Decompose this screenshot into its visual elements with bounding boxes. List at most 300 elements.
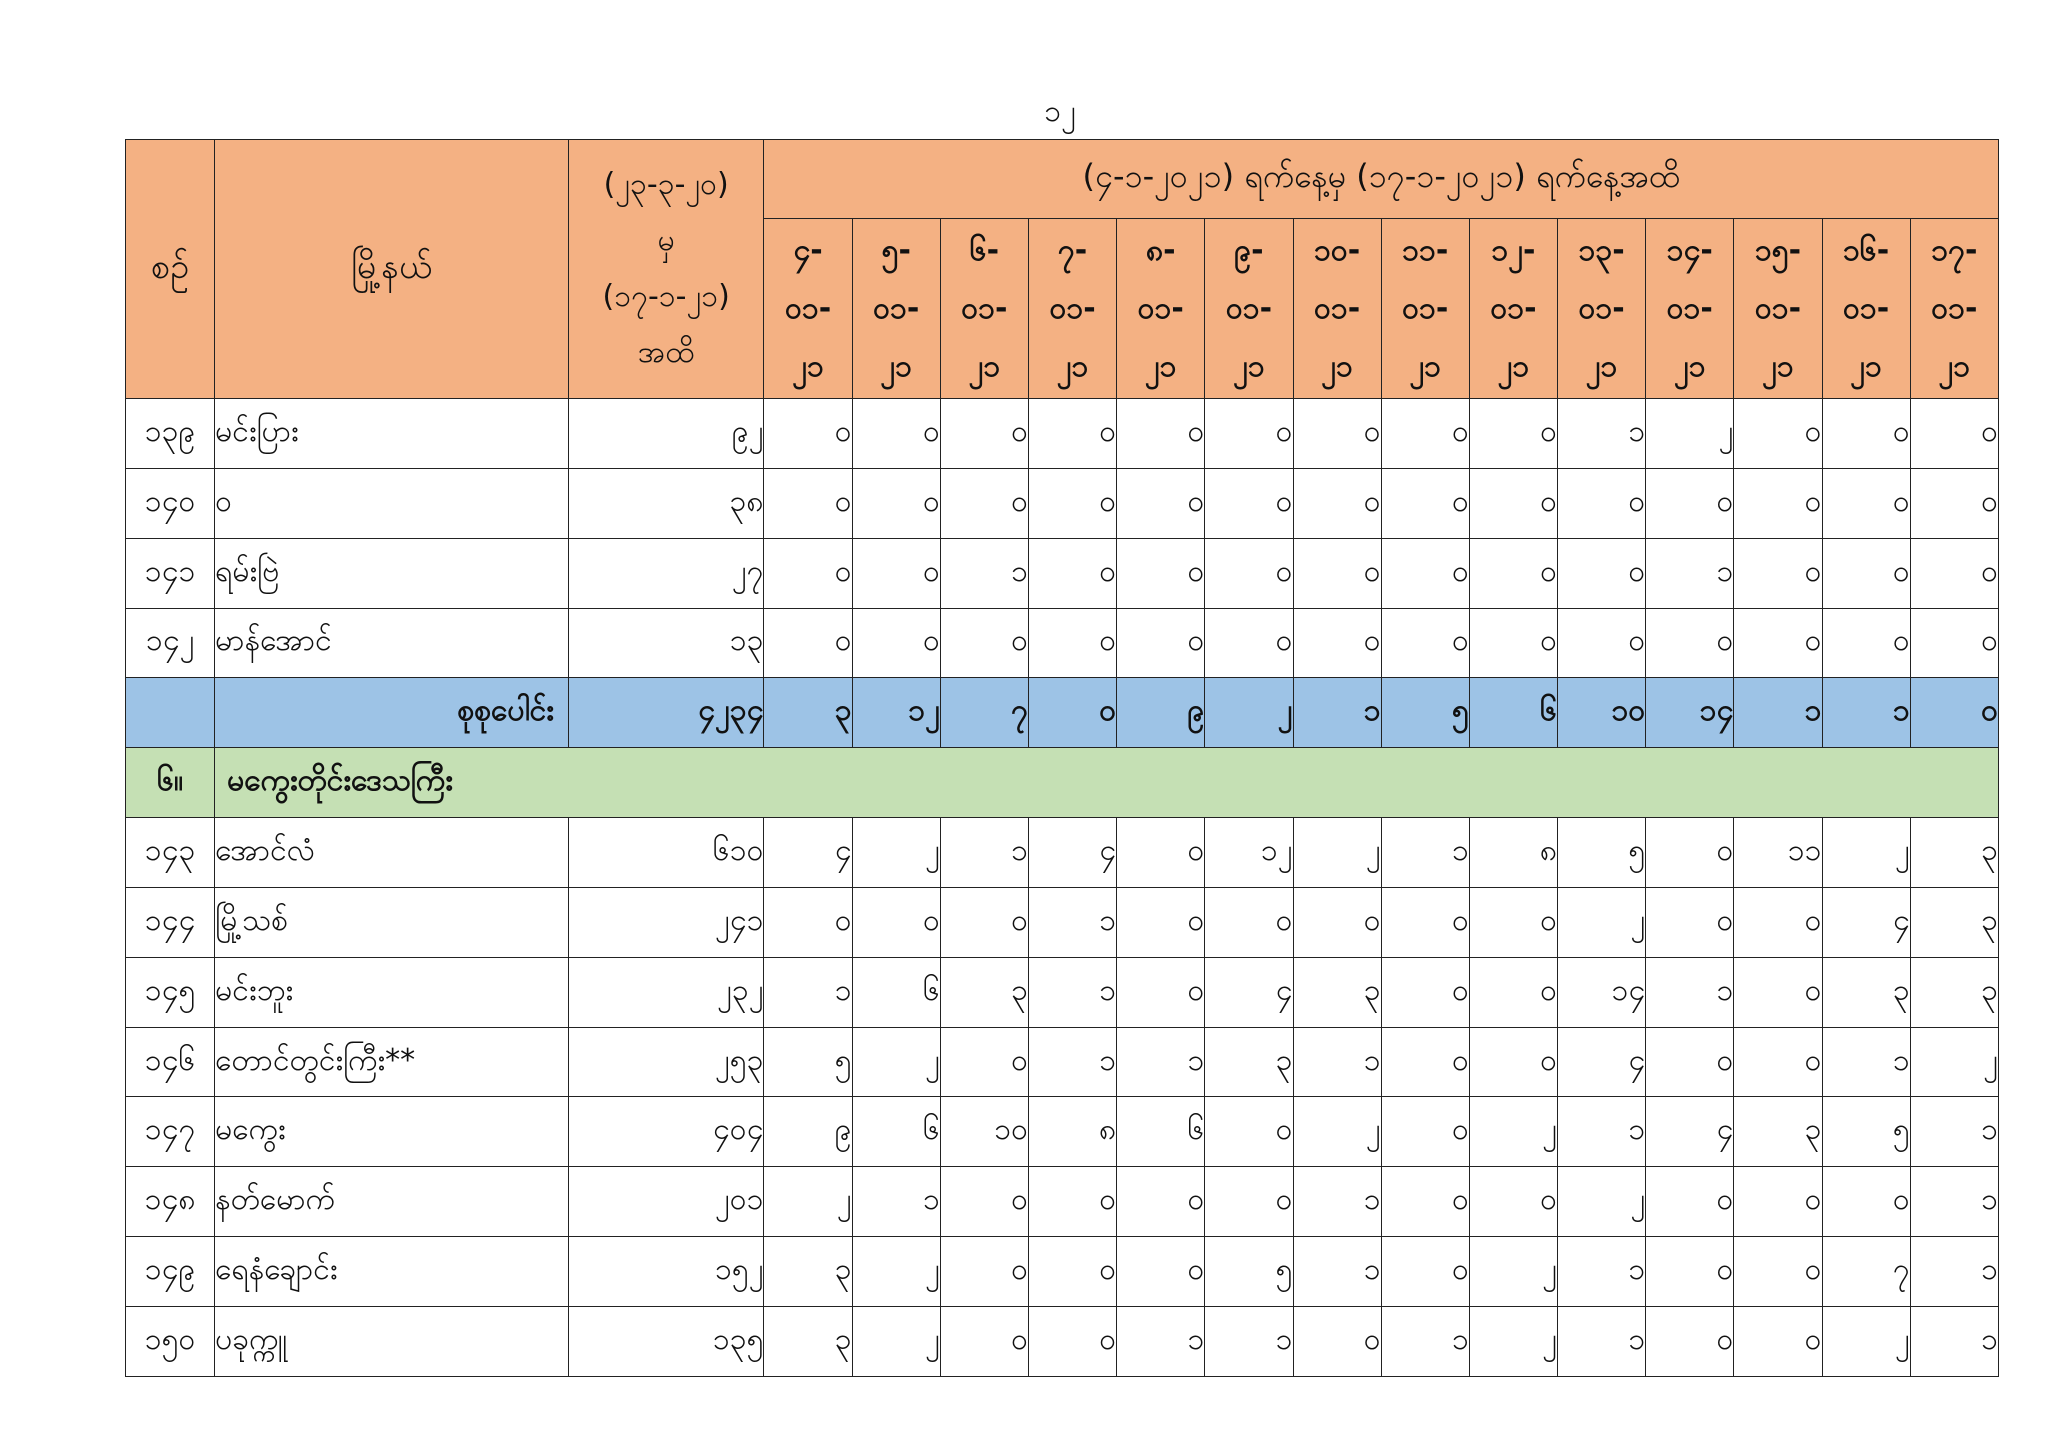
daily-count-cell: ၀ <box>852 399 940 469</box>
township-cell: အောင်လံ <box>215 818 569 888</box>
daily-count-cell: ၀ <box>1734 399 1822 469</box>
daily-count-cell: ၁၀ <box>1558 678 1646 748</box>
daily-count-cell: ၀ <box>1117 468 1205 538</box>
daily-count-cell: ၄ <box>764 818 852 888</box>
seq-cell: ၁၄၄ <box>126 887 215 957</box>
header-date-part: ၈- <box>1145 232 1176 268</box>
header-date-part: ၄- <box>793 232 823 268</box>
daily-count-cell: ၅ <box>1822 1097 1910 1167</box>
table-row <box>126 818 1999 888</box>
daily-count-cell: ၂ <box>1469 1237 1557 1307</box>
page-number: ၁၂ <box>1044 94 1076 129</box>
daily-count-cell: ၀ <box>1028 399 1116 469</box>
daily-count-cell: ၅ <box>1205 1237 1293 1307</box>
township-cell: နတ်မောက် <box>215 1167 569 1237</box>
header-cumulative-line: အထိ <box>637 335 695 370</box>
daily-count-cell: ၀ <box>852 608 940 678</box>
daily-count-cell: ၁ <box>1028 887 1116 957</box>
daily-count-cell: ၁၄ <box>1646 678 1734 748</box>
daily-count-cell: ၀ <box>1205 887 1293 957</box>
header-cumulative-line: မှ <box>657 223 675 258</box>
daily-count-cell: ၀ <box>1293 1306 1381 1376</box>
township-cell: ပခုက္ကူ <box>215 1306 569 1376</box>
daily-count-cell: ၁ <box>1910 1097 1998 1167</box>
daily-count-cell: ၀ <box>940 608 1028 678</box>
daily-count-cell: ၂ <box>1822 818 1910 888</box>
covid-cases-table <box>125 139 1999 1377</box>
township-cell: မြို့သစ် <box>215 887 569 957</box>
seq-cell: ၁၄၇ <box>126 1097 215 1167</box>
daily-count-cell: ၁၄ <box>1558 957 1646 1027</box>
header-date-part: ၀၁- <box>1049 290 1096 326</box>
header-date-part: ၂၁ <box>1497 348 1530 384</box>
header-date <box>764 219 852 399</box>
header-date-part: ၆- <box>969 232 1000 268</box>
header-date-part: ၂၁ <box>1938 348 1971 384</box>
daily-count-cell: ၁ <box>1822 1027 1910 1097</box>
daily-count-cell: ၀ <box>940 399 1028 469</box>
seq-cell: ၁၄၆ <box>126 1027 215 1097</box>
daily-count-cell: ၀ <box>940 887 1028 957</box>
daily-count-cell: ၄ <box>1646 1097 1734 1167</box>
table-row <box>126 1027 1999 1097</box>
daily-count-cell: ၀ <box>1117 399 1205 469</box>
daily-count-cell: ၁ <box>1028 1027 1116 1097</box>
daily-count-cell: ၁ <box>1910 1237 1998 1307</box>
daily-count-cell: ၀ <box>764 399 852 469</box>
cumulative-cell: ၉၂ <box>568 399 764 469</box>
region-name: မကွေးတိုင်းဒေသကြီး <box>215 748 1999 818</box>
cumulative-cell: ၁၅၂ <box>568 1237 764 1307</box>
cumulative-cell: ၂၄၁ <box>568 887 764 957</box>
daily-count-cell: ၆ <box>1117 1097 1205 1167</box>
daily-count-cell: ၀ <box>1117 1167 1205 1237</box>
daily-count-cell: ၀ <box>1381 957 1469 1027</box>
daily-count-cell: ၃ <box>1910 957 1998 1027</box>
daily-count-cell: ၀ <box>1646 887 1734 957</box>
seq-cell: ၁၅၀ <box>126 1306 215 1376</box>
cumulative-cell: ၃၈ <box>568 468 764 538</box>
daily-count-cell: ၂ <box>852 1027 940 1097</box>
daily-count-cell: ၀ <box>940 1306 1028 1376</box>
daily-count-cell: ၁ <box>1293 678 1381 748</box>
daily-count-cell: ၀ <box>1469 1027 1557 1097</box>
daily-count-cell: ၅ <box>1381 678 1469 748</box>
daily-count-cell: ၀ <box>1734 1167 1822 1237</box>
daily-count-cell: ၁ <box>1381 1306 1469 1376</box>
daily-count-cell: ၂ <box>852 1237 940 1307</box>
daily-count-cell: ၁ <box>1558 399 1646 469</box>
header-date-part: ၂၁ <box>880 348 913 384</box>
daily-count-cell: ၁ <box>1028 957 1116 1027</box>
header-date-part: ၁၇- <box>1931 232 1978 268</box>
daily-count-cell: ၂ <box>1205 678 1293 748</box>
daily-count-cell: ၃ <box>764 1306 852 1376</box>
header-date-part: ၀၁- <box>961 290 1008 326</box>
header-date-part: ၀၁- <box>1754 290 1802 326</box>
header-date-part: ၂၁ <box>1233 348 1265 384</box>
daily-count-cell: ၀ <box>1646 1027 1734 1097</box>
daily-count-cell: ၁ <box>1205 1306 1293 1376</box>
header-date-part: ၁၄- <box>1666 232 1713 268</box>
daily-count-cell: ၅ <box>764 1027 852 1097</box>
seq-cell: ၁၄၅ <box>126 957 215 1027</box>
daily-count-cell: ၁ <box>1646 957 1734 1027</box>
daily-count-cell: ၀ <box>1822 399 1910 469</box>
daily-count-cell: ၁ <box>1822 678 1910 748</box>
header-date-part: ၅- <box>881 232 911 268</box>
daily-count-cell: ၀ <box>940 1167 1028 1237</box>
daily-count-cell: ၁ <box>1558 1237 1646 1307</box>
daily-count-cell: ၁ <box>1910 1167 1998 1237</box>
daily-count-cell: ၄ <box>1205 957 1293 1027</box>
cumulative-cell: ၄၀၄ <box>568 1097 764 1167</box>
total-row <box>126 678 1999 748</box>
daily-count-cell: ၀ <box>764 538 852 608</box>
header-date-part: ၀၁- <box>1931 290 1978 326</box>
daily-count-cell: ၀ <box>1381 1167 1469 1237</box>
daily-count-cell: ၄ <box>1558 1027 1646 1097</box>
daily-count-cell: ၂ <box>1558 887 1646 957</box>
header-date <box>940 219 1028 399</box>
daily-count-cell: ၂ <box>1646 399 1734 469</box>
daily-count-cell: ၀ <box>1734 957 1822 1027</box>
daily-count-cell: ၀ <box>1381 887 1469 957</box>
header-date-part: ၁၃- <box>1578 232 1625 268</box>
header-cumulative-line: (၂၃-၃-၂၀) <box>603 167 729 202</box>
header-date <box>1293 219 1381 399</box>
daily-count-cell: ၀ <box>1469 1167 1557 1237</box>
daily-count-cell: ၀ <box>1205 399 1293 469</box>
daily-count-cell: ၂ <box>852 1306 940 1376</box>
header-date-part: ၂၁ <box>1850 348 1882 384</box>
daily-count-cell: ၃ <box>1910 887 1998 957</box>
daily-count-cell: ၀ <box>1293 608 1381 678</box>
cumulative-cell: ၂၅၃ <box>568 1027 764 1097</box>
header-date <box>1822 219 1910 399</box>
table-body <box>126 399 1999 1377</box>
daily-count-cell: ၀ <box>1822 1167 1910 1237</box>
cumulative-cell: ၆၁၀ <box>568 818 764 888</box>
daily-count-cell: ၀ <box>1205 1097 1293 1167</box>
daily-count-cell: ၀ <box>1734 468 1822 538</box>
table-row <box>126 538 1999 608</box>
daily-count-cell: ၀ <box>1469 608 1557 678</box>
daily-count-cell: ၀ <box>1469 957 1557 1027</box>
daily-count-cell: ၀ <box>1734 1027 1822 1097</box>
header-date-part: ၀၁- <box>1578 290 1625 326</box>
daily-count-cell: ၁ <box>764 957 852 1027</box>
table-row <box>126 1167 1999 1237</box>
daily-count-cell: ၀ <box>852 468 940 538</box>
daily-count-cell: ၂ <box>1293 818 1381 888</box>
daily-count-cell: ၀ <box>764 887 852 957</box>
cumulative-cell: ၁၃ <box>568 608 764 678</box>
header-township: မြို့နယ် <box>215 140 569 399</box>
daily-count-cell: ၀ <box>1028 608 1116 678</box>
header-date <box>1646 219 1734 399</box>
daily-count-cell: ၂ <box>1469 1306 1557 1376</box>
daily-count-cell: ၀ <box>1117 1237 1205 1307</box>
daily-count-cell: ၆ <box>852 957 940 1027</box>
header-cumulative-line: (၁၇-၁-၂၁) <box>602 279 730 314</box>
seq-cell: ၁၄၁ <box>126 538 215 608</box>
header-date <box>1205 219 1293 399</box>
daily-count-cell: ၀ <box>1646 608 1734 678</box>
daily-count-cell: ၀ <box>852 887 940 957</box>
daily-count-cell: ၁ <box>1293 1167 1381 1237</box>
daily-count-cell: ၁ <box>1646 538 1734 608</box>
daily-count-cell: ၀ <box>1028 538 1116 608</box>
daily-count-cell: ၀ <box>1381 1237 1469 1307</box>
daily-count-cell: ၀ <box>1205 468 1293 538</box>
header-date-part: ၂၁ <box>1144 348 1177 384</box>
header-date <box>1117 219 1205 399</box>
daily-count-cell: ၃ <box>1910 818 1998 888</box>
daily-count-cell: ၁ <box>1117 1027 1205 1097</box>
daily-count-cell: ၀ <box>1381 468 1469 538</box>
table-row <box>126 1097 1999 1167</box>
daily-count-cell: ၃ <box>1205 1027 1293 1097</box>
township-cell: မင်းဘူး <box>215 957 569 1027</box>
table-row <box>126 608 1999 678</box>
daily-count-cell: ၀ <box>1558 538 1646 608</box>
header-date <box>1028 219 1116 399</box>
daily-count-cell: ၀ <box>1293 399 1381 469</box>
daily-count-cell: ၀ <box>1381 538 1469 608</box>
daily-count-cell: ၀ <box>1117 818 1205 888</box>
seq-cell: ၁၄၃ <box>126 818 215 888</box>
seq-cell <box>126 678 215 748</box>
daily-count-cell: ၀ <box>1910 608 1998 678</box>
daily-count-cell: ၂ <box>764 1167 852 1237</box>
header-date-part: ၁၂- <box>1491 232 1536 268</box>
daily-count-cell: ၀ <box>764 468 852 538</box>
daily-count-cell: ၁၂ <box>852 678 940 748</box>
daily-count-cell: ၀ <box>1469 468 1557 538</box>
daily-count-cell: ၁ <box>1558 1306 1646 1376</box>
daily-count-cell: ၀ <box>852 538 940 608</box>
header-date-part: ၂၁ <box>1409 348 1442 384</box>
header-date-part: ၁၆- <box>1843 232 1890 268</box>
daily-count-cell: ၉ <box>1117 678 1205 748</box>
daily-count-cell: ၀ <box>1117 608 1205 678</box>
daily-count-cell: ၇ <box>1822 1237 1910 1307</box>
header-date-part: ၇- <box>1057 232 1088 268</box>
daily-count-cell: ၀ <box>1469 887 1557 957</box>
daily-count-cell: ၁၁ <box>1734 818 1822 888</box>
daily-count-cell: ၀ <box>1910 538 1998 608</box>
daily-count-cell: ၁ <box>940 818 1028 888</box>
daily-count-cell: ၃ <box>1822 957 1910 1027</box>
daily-count-cell: ၁ <box>1558 1097 1646 1167</box>
daily-count-cell: ၀ <box>1646 818 1734 888</box>
daily-count-cell: ၁ <box>1734 678 1822 748</box>
daily-count-cell: ၀ <box>940 1027 1028 1097</box>
daily-count-cell: ၀ <box>1205 608 1293 678</box>
daily-count-cell: ၁ <box>940 538 1028 608</box>
daily-count-cell: ၀ <box>1117 538 1205 608</box>
daily-count-cell: ၀ <box>1293 887 1381 957</box>
daily-count-cell: ၆ <box>852 1097 940 1167</box>
seq-cell: ၁၄၈ <box>126 1167 215 1237</box>
daily-count-cell: ၀ <box>764 608 852 678</box>
header-date-part: ၀၁- <box>873 290 920 326</box>
region-number: ၆။ <box>126 748 215 818</box>
header-date-range: (၄-၁-၂၀၂၁) ရက်နေ့မှ (၁၇-၁-၂၀၂၁) ရက်နေ့အထိ <box>764 140 1999 219</box>
total-label: စုစုပေါင်း <box>215 678 569 748</box>
cumulative-cell: ၄၂၃၄ <box>568 678 764 748</box>
daily-count-cell: ၉ <box>764 1097 852 1167</box>
seq-cell: ၁၄၀ <box>126 468 215 538</box>
cumulative-cell: ၂၇ <box>568 538 764 608</box>
header-date-part: ၁၅- <box>1754 232 1802 268</box>
table-row <box>126 1306 1999 1376</box>
region-row <box>126 748 1999 818</box>
cumulative-cell: ၂၃၂ <box>568 957 764 1027</box>
daily-count-cell: ၈ <box>1469 818 1557 888</box>
daily-count-cell: ၀ <box>1117 957 1205 1027</box>
daily-count-cell: ၀ <box>1910 678 1998 748</box>
header-date-part: ၂၁ <box>1321 348 1353 384</box>
header-date-part: ၁၁- <box>1402 232 1449 268</box>
daily-count-cell: ၀ <box>1910 399 1998 469</box>
township-cell: ရေနံချောင်း <box>215 1237 569 1307</box>
header-date-part: ၀၁- <box>1225 290 1273 326</box>
header-date-part: ၂၁ <box>1673 348 1706 384</box>
header-date-part: ၂၁ <box>1585 348 1618 384</box>
daily-count-cell: ၀ <box>1646 468 1734 538</box>
daily-count-cell: ၀ <box>1646 1237 1734 1307</box>
daily-count-cell: ၃ <box>940 957 1028 1027</box>
header-date <box>1469 219 1557 399</box>
daily-count-cell: ၀ <box>1822 468 1910 538</box>
daily-count-cell: ၂ <box>1293 1097 1381 1167</box>
daily-count-cell: ၁ <box>1910 1306 1998 1376</box>
daily-count-cell: ၀ <box>1028 678 1116 748</box>
daily-count-cell: ၂ <box>1910 1027 1998 1097</box>
header-date-part: ၂၁ <box>1056 348 1089 384</box>
daily-count-cell: ၀ <box>1910 468 1998 538</box>
daily-count-cell: ၀ <box>1734 1306 1822 1376</box>
daily-count-cell: ၀ <box>1558 608 1646 678</box>
header-date-part: ၂၁ <box>968 348 1001 384</box>
header-date-part: ၀၁- <box>1313 290 1361 326</box>
header-date <box>1558 219 1646 399</box>
daily-count-cell: ၀ <box>1381 1027 1469 1097</box>
daily-count-cell: ၆ <box>1469 678 1557 748</box>
header-date-part: ၀၁- <box>1137 290 1184 326</box>
daily-count-cell: ၁ <box>1381 818 1469 888</box>
daily-count-cell: ၁၂ <box>1205 818 1293 888</box>
header-date-part: ၁၀- <box>1313 232 1361 268</box>
header-date <box>1734 219 1822 399</box>
daily-count-cell: ၁၀ <box>940 1097 1028 1167</box>
township-cell: ရမ်းဗြဲ <box>215 538 569 608</box>
daily-count-cell: ၇ <box>940 678 1028 748</box>
daily-count-cell: ၃ <box>1734 1097 1822 1167</box>
table-header <box>126 140 1999 399</box>
daily-count-cell: ၃ <box>1293 957 1381 1027</box>
table-row <box>126 887 1999 957</box>
daily-count-cell: ၀ <box>1734 887 1822 957</box>
header-date-part: ၂၁ <box>1762 348 1794 384</box>
daily-count-cell: ၂ <box>1558 1167 1646 1237</box>
daily-count-cell: ၀ <box>1293 468 1381 538</box>
daily-count-cell: ၀ <box>1028 1237 1116 1307</box>
seq-cell: ၁၄၂ <box>126 608 215 678</box>
seq-cell: ၁၄၉ <box>126 1237 215 1307</box>
township-cell: မကွေး <box>215 1097 569 1167</box>
daily-count-cell: ၀ <box>1293 538 1381 608</box>
header-cumulative <box>568 140 764 399</box>
header-seq: စဉ် <box>126 140 215 399</box>
daily-count-cell: ၁ <box>1117 1306 1205 1376</box>
header-date-part: ၀၁- <box>1402 290 1449 326</box>
daily-count-cell: ၂ <box>852 818 940 888</box>
daily-count-cell: ၀ <box>1205 1167 1293 1237</box>
daily-count-cell: ၀ <box>1381 399 1469 469</box>
daily-count-cell: ၈ <box>1028 1097 1116 1167</box>
header-date-part: ၀၁- <box>1843 290 1890 326</box>
table-row <box>126 468 1999 538</box>
daily-count-cell: ၀ <box>1381 608 1469 678</box>
daily-count-cell: ၂ <box>1822 1306 1910 1376</box>
daily-count-cell: ၀ <box>940 1237 1028 1307</box>
header-date-part: ၉- <box>1234 232 1264 268</box>
daily-count-cell: ၄ <box>1822 887 1910 957</box>
daily-count-cell: ၀ <box>1117 887 1205 957</box>
header-date-part: ၂၁ <box>792 348 824 384</box>
header-date-part: ၀၁- <box>1666 290 1713 326</box>
cumulative-cell: ၁၃၅ <box>568 1306 764 1376</box>
seq-cell: ၁၃၉ <box>126 399 215 469</box>
daily-count-cell: ၀ <box>1822 538 1910 608</box>
table-row <box>126 957 1999 1027</box>
daily-count-cell: ၀ <box>1469 538 1557 608</box>
daily-count-cell: ၀ <box>1028 468 1116 538</box>
daily-count-cell: ၀ <box>1734 1237 1822 1307</box>
daily-count-cell: ၁ <box>1293 1237 1381 1307</box>
header-date <box>1381 219 1469 399</box>
header-date-part: ၀၁- <box>784 290 832 326</box>
daily-count-cell: ၀ <box>1734 538 1822 608</box>
table-row <box>126 1237 1999 1307</box>
daily-count-cell: ၃ <box>764 1237 852 1307</box>
daily-count-cell: ၀ <box>1381 1097 1469 1167</box>
daily-count-cell: ၀ <box>1028 1306 1116 1376</box>
table-row <box>126 399 1999 469</box>
daily-count-cell: ၀ <box>1205 538 1293 608</box>
township-cell: တောင်တွင်းကြီး** <box>215 1027 569 1097</box>
township-cell: ဝ <box>215 468 569 538</box>
cumulative-cell: ၂၀၁ <box>568 1167 764 1237</box>
daily-count-cell: ၁ <box>852 1167 940 1237</box>
daily-count-cell: ၀ <box>1558 468 1646 538</box>
township-cell: မာန်အောင် <box>215 608 569 678</box>
daily-count-cell: ၂ <box>1469 1097 1557 1167</box>
daily-count-cell: ၄ <box>1028 818 1116 888</box>
header-date <box>852 219 940 399</box>
daily-count-cell: ၀ <box>1028 1167 1116 1237</box>
daily-count-cell: ၀ <box>1469 399 1557 469</box>
township-cell: မင်းပြား <box>215 399 569 469</box>
daily-count-cell: ၀ <box>1646 1306 1734 1376</box>
daily-count-cell: ၀ <box>940 468 1028 538</box>
daily-count-cell: ၅ <box>1558 818 1646 888</box>
daily-count-cell: ၀ <box>1646 1167 1734 1237</box>
header-date-part: ၀၁- <box>1490 290 1537 326</box>
